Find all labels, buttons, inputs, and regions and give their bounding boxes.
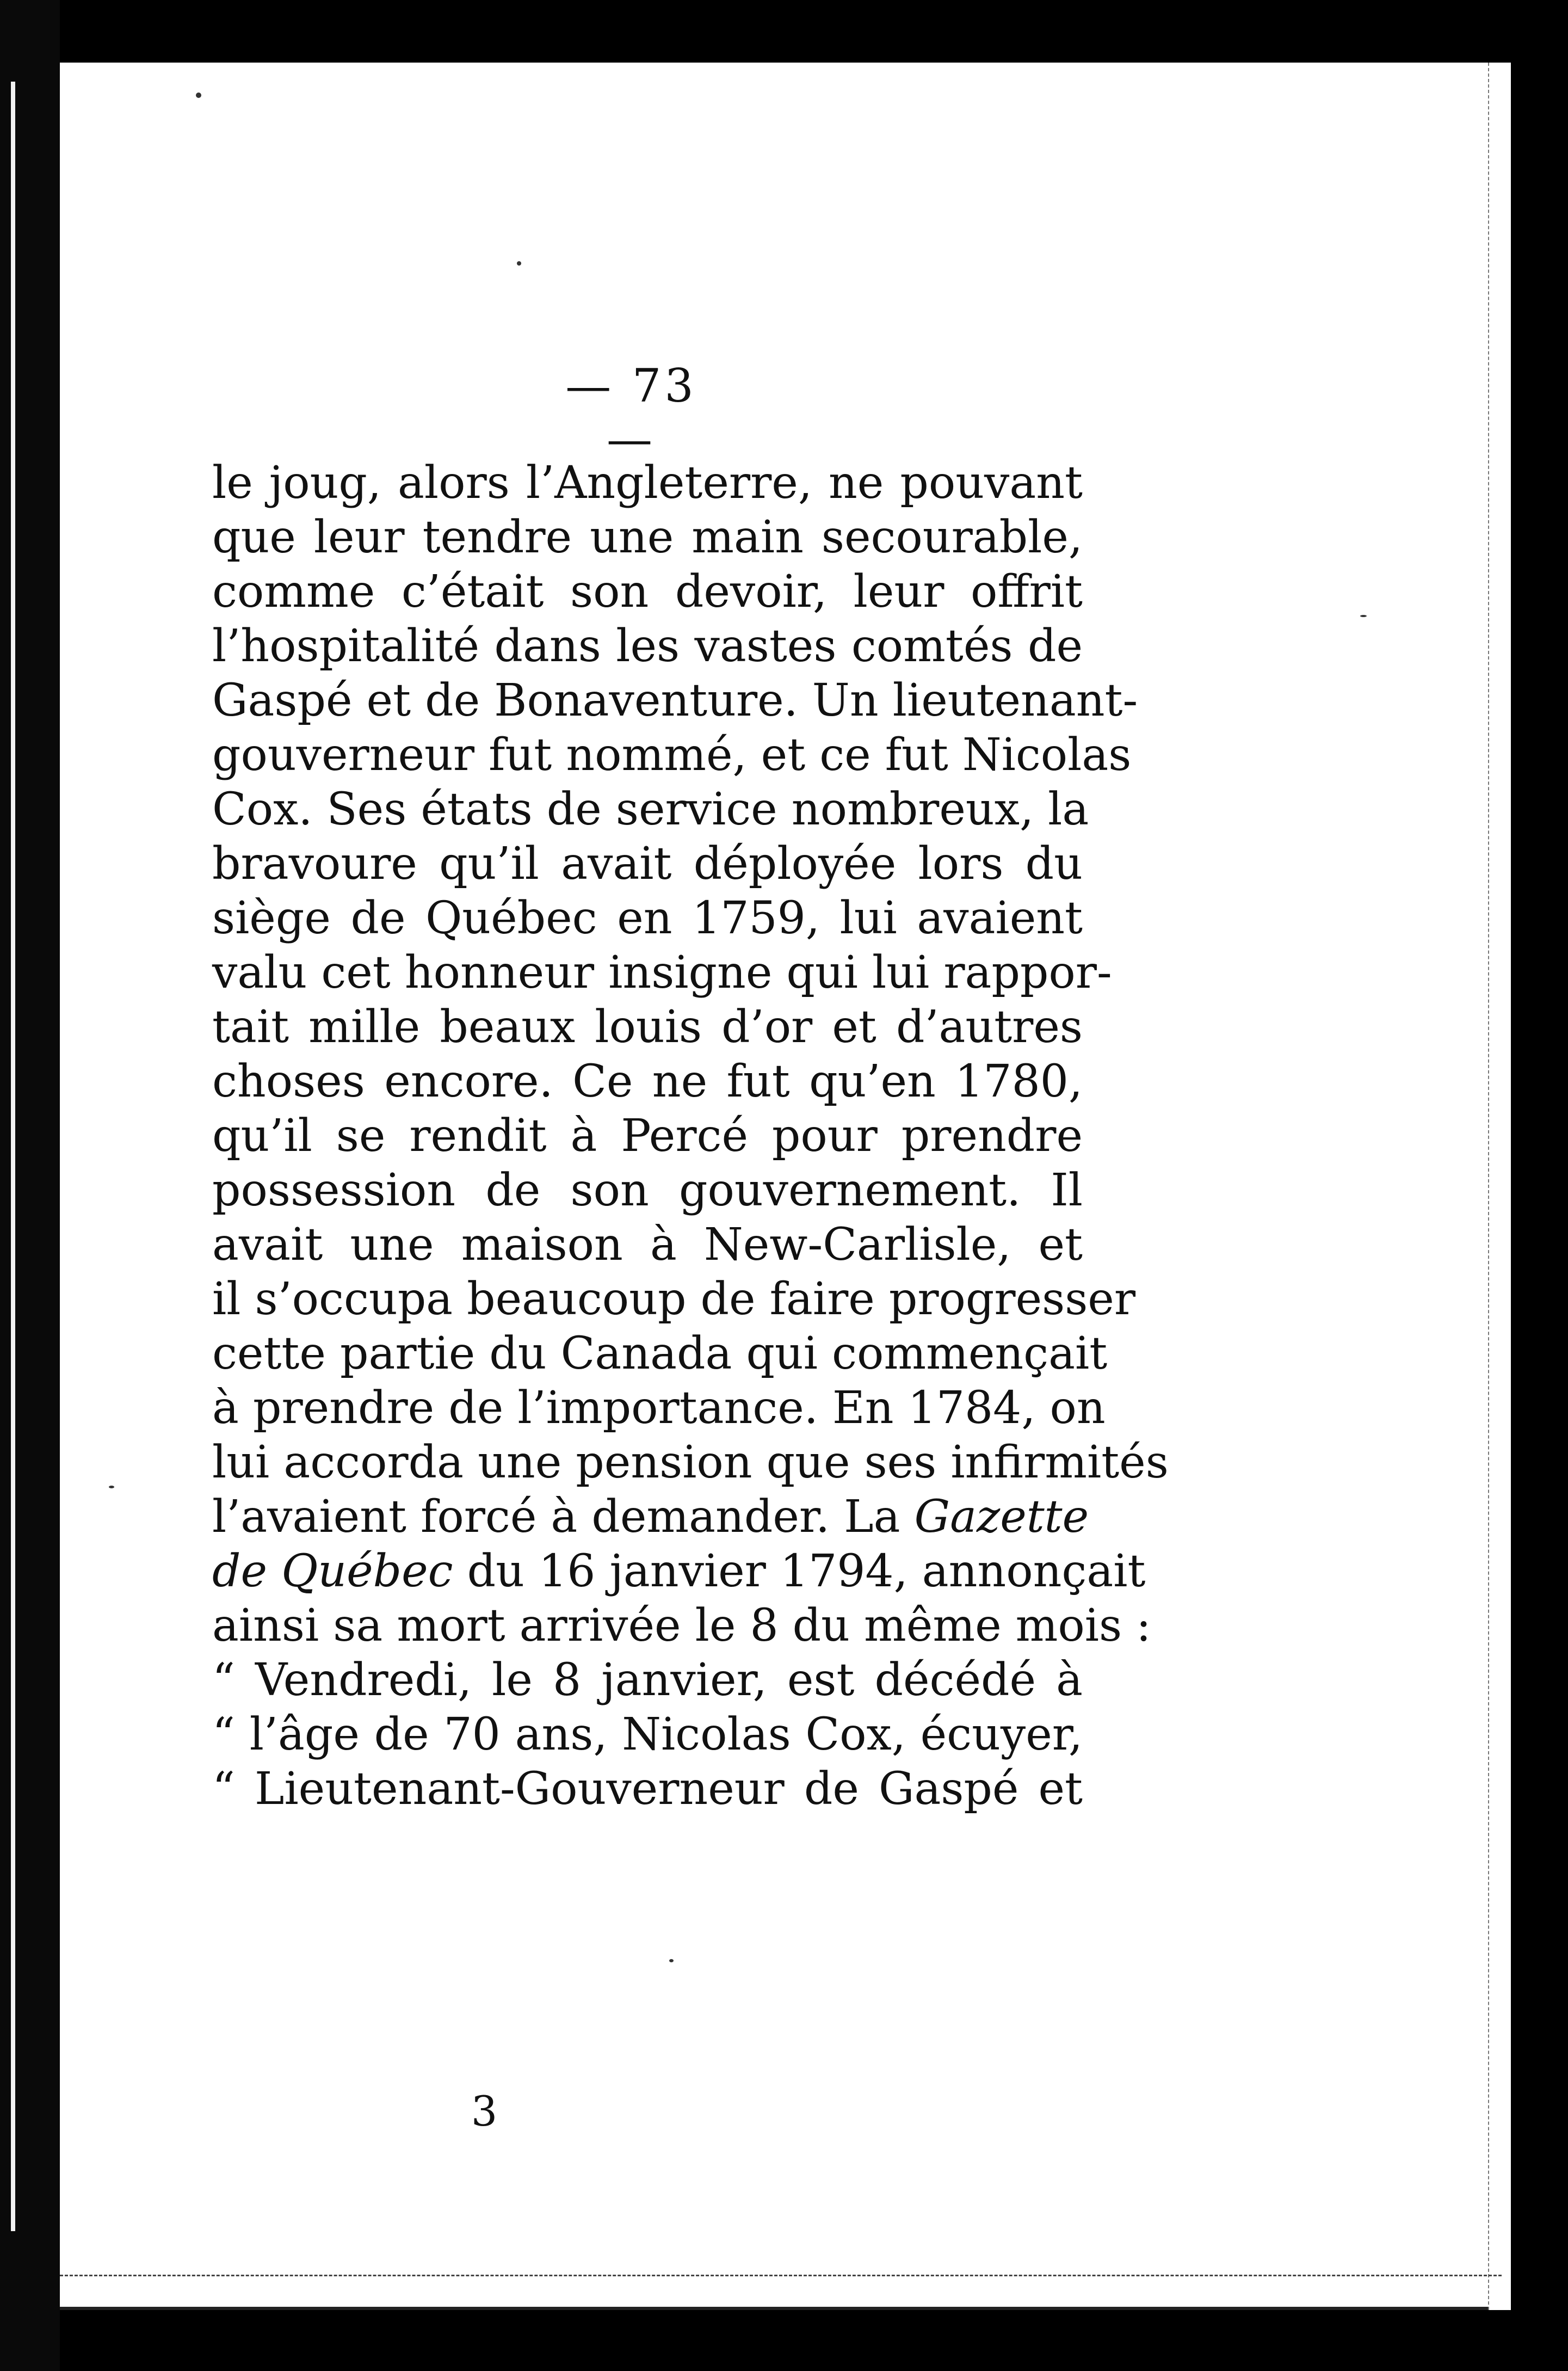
text-line: bravoure qu’il avait déployée lors du: [212, 838, 1083, 890]
text-line: cette partie du Canada qui commençait: [212, 1328, 1108, 1380]
text-line: avait une maison à New-Carlisle, et: [212, 1219, 1083, 1271]
text-line: gouverneur fut nommé, et ce fut Nicolas: [212, 729, 1132, 781]
scan-speck: [669, 1959, 674, 1962]
text-line-with-italic: [212, 1544, 1146, 1599]
scan-speck: [196, 93, 201, 98]
text-line: qu’il se rendit à Percé pour prendre: [212, 1110, 1083, 1162]
line-text: l’avaient forcé à demander. La: [212, 1491, 900, 1543]
signature-mark: 3: [471, 2087, 498, 2135]
text-line: choses encore. Ce ne fut qu’en 1780,: [212, 1056, 1083, 1107]
text-line: comme c’était son devoir, leur offrit: [212, 566, 1083, 618]
text-line: valu cet honneur insigne qui lui rappor-: [212, 947, 1112, 999]
text-line: siège de Québec en 1759, lui avaient: [212, 892, 1083, 944]
body-text: [212, 456, 1169, 1816]
line-text: du 16 janvier 1794, annonçait: [467, 1545, 1146, 1597]
text-line: Cox. Ses états de service nombreux, la: [212, 784, 1089, 835]
page-number: — 73 —: [565, 359, 697, 466]
text-line: possession de son gouvernement. Il: [212, 1165, 1083, 1216]
scan-top-border: [0, 0, 1568, 63]
text-line: lui accorda une pension que ses infirmités: [212, 1437, 1169, 1488]
text-line: “ l’âge de 70 ans, Nicolas Cox, écuyer,: [212, 1709, 1083, 1760]
binding-edge: [11, 82, 15, 2231]
italic-title: Gazette: [914, 1491, 1089, 1543]
text-line: à prendre de l’importance. En 1784, on: [212, 1382, 1106, 1434]
page-edge-right: [1488, 63, 1511, 2310]
text-line: il s’occupa beaucoup de faire progresser: [212, 1273, 1136, 1325]
text-line-with-italic: [212, 1490, 1089, 1544]
scan-left-border: [0, 0, 60, 2371]
text-line: “ Lieutenant-Gouverneur de Gaspé et: [212, 1763, 1083, 1815]
scan-speck: [1360, 615, 1367, 617]
text-line: l’hospitalité dans les vastes comtés de: [212, 620, 1083, 672]
text-line: le joug, alors l’Angleterre, ne pouvant: [212, 457, 1083, 509]
text-line: tait mille beaux louis d’or et d’autres: [212, 1001, 1083, 1053]
text-line: que leur tendre une main secourable,: [212, 512, 1083, 563]
scan-speck: [109, 1486, 114, 1488]
text-line: “ Vendredi, le 8 janvier, est décédé à: [212, 1654, 1083, 1706]
italic-title: de Québec: [212, 1545, 453, 1597]
scan-speck: [517, 261, 521, 266]
text-line: Gaspé et de Bonaventure. Un lieutenant-: [212, 675, 1138, 726]
text-line: ainsi sa mort arrivée le 8 du même mois :: [212, 1600, 1151, 1652]
page-edge-bottom: [60, 2275, 1502, 2280]
